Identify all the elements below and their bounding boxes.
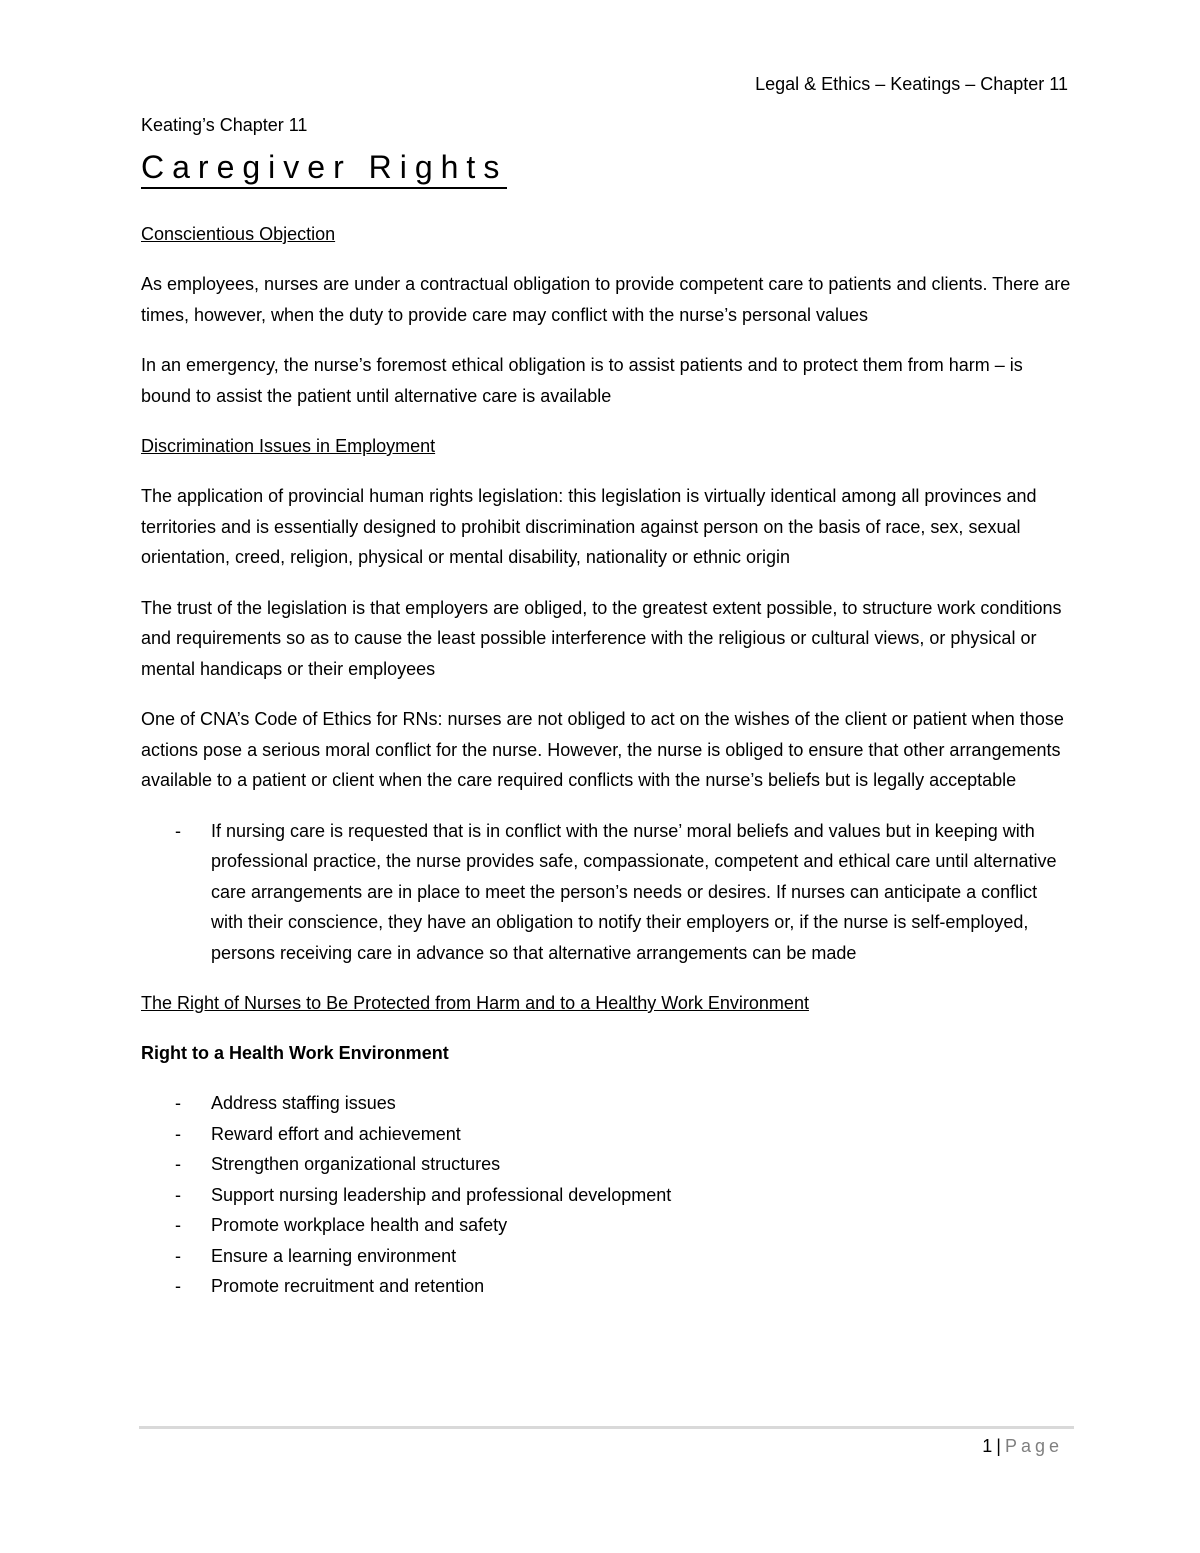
list-item: [141, 1180, 1071, 1211]
list-item-text: Promote workplace health and safety: [211, 1215, 508, 1235]
paragraph: As employees, nurses are under a contractual obligation to provide competent care to patients and clients. There are times, however, when the duty to provide care may conflict with the nurse’s personal values: [141, 274, 1071, 325]
page-number: 1: [982, 1436, 993, 1456]
paragraph: The trust of the legislation is that employers are obliged, to the greatest extent possible, to structure work conditions and requirements so as to cause the least possible interference with the religious or cultural views, or physical or mental handicaps or their employees: [141, 597, 1062, 679]
page-footer: [982, 1432, 1063, 1460]
section-heading-protection: The Right of Nurses to Be Protected from Harm and to a Healthy Work Environment: [141, 993, 809, 1013]
list-item: [141, 1119, 1071, 1150]
list-item-text: Address staffing issues: [211, 1093, 396, 1113]
dash-bullet: -: [175, 820, 181, 841]
footer-separator: |: [996, 1436, 1001, 1456]
subheading-healthy-work-environment: Right to a Health Work Environment: [141, 1043, 449, 1063]
list-item: [141, 1210, 1071, 1241]
list-item-text: Ensure a learning environment: [211, 1245, 457, 1266]
list-item: [141, 1149, 1071, 1180]
dash-bullet: -: [175, 1184, 181, 1205]
dash-bullet: -: [175, 1276, 181, 1296]
footer-divider: [139, 1426, 1074, 1429]
list-item: [141, 816, 1071, 969]
dash-bullet: -: [175, 1245, 181, 1266]
section-heading-discrimination: Discrimination Issues in Employment: [141, 436, 436, 456]
dash-bullet: -: [175, 1123, 181, 1144]
dash-bullet: -: [175, 1093, 181, 1113]
page-label: Page: [1004, 1436, 1063, 1456]
document-body: [141, 113, 1071, 1322]
chapter-label: Keating’s Chapter 11: [141, 115, 308, 135]
list-item: [141, 1241, 1071, 1272]
section-heading-conscientious-objection: Conscientious Objection: [141, 224, 336, 244]
dash-bullet: -: [175, 1154, 181, 1174]
paragraph: The application of provincial human rights legislation: this legislation is virtually identical among all provinces and territories and is essentially designed to prohibit discrimination against person on the basis of race, sex, sexual orientation, creed, religion, physical or mental disability, nationality or ethnic origin: [141, 486, 1037, 567]
list-item-text: Reward effort and achievement: [211, 1123, 461, 1144]
running-header: Legal & Ethics – Keatings – Chapter 11: [755, 74, 1068, 94]
dash-bullet: -: [175, 1215, 181, 1235]
list-item: [141, 1271, 1071, 1302]
paragraph: In an emergency, the nurse’s foremost ethical obligation is to assist patients and to protect them from harm – is bound to assist the patient until alternative care is available: [141, 355, 1023, 406]
dash-list: [141, 816, 1071, 969]
list-item-text: Strengthen organizational structures: [211, 1154, 501, 1174]
list-item-text: Support nursing leadership and professional development: [211, 1184, 672, 1205]
list-item-text: If nursing care is requested that is in conflict with the nurse’ moral beliefs and values but in keeping with professional practice, the nurse provides safe, compassionate, competent and ethical care until alternative care arrangements are in place to meet the person’s needs or desires. If nurses can anticipate a conflict with their conscience, they have an obligation to notify their employers or, if the nurse is self-employed, persons receiving care in advance so that alternative arrangements can be made: [211, 820, 1057, 963]
dash-list: [141, 1088, 1071, 1302]
page-title: Caregiver Rights: [141, 147, 507, 189]
paragraph: One of CNA’s Code of Ethics for RNs: nurses are not obliged to act on the wishes of the client or patient when those actions pose a serious moral conflict for the nurse. However, the nurse is obliged to ensure that other arrangements available to a patient or client when the care required conflicts with the nurse’s beliefs but is legally acceptable: [141, 709, 1064, 790]
list-item-text: Promote recruitment and retention: [211, 1276, 485, 1296]
list-item: [141, 1088, 1071, 1119]
